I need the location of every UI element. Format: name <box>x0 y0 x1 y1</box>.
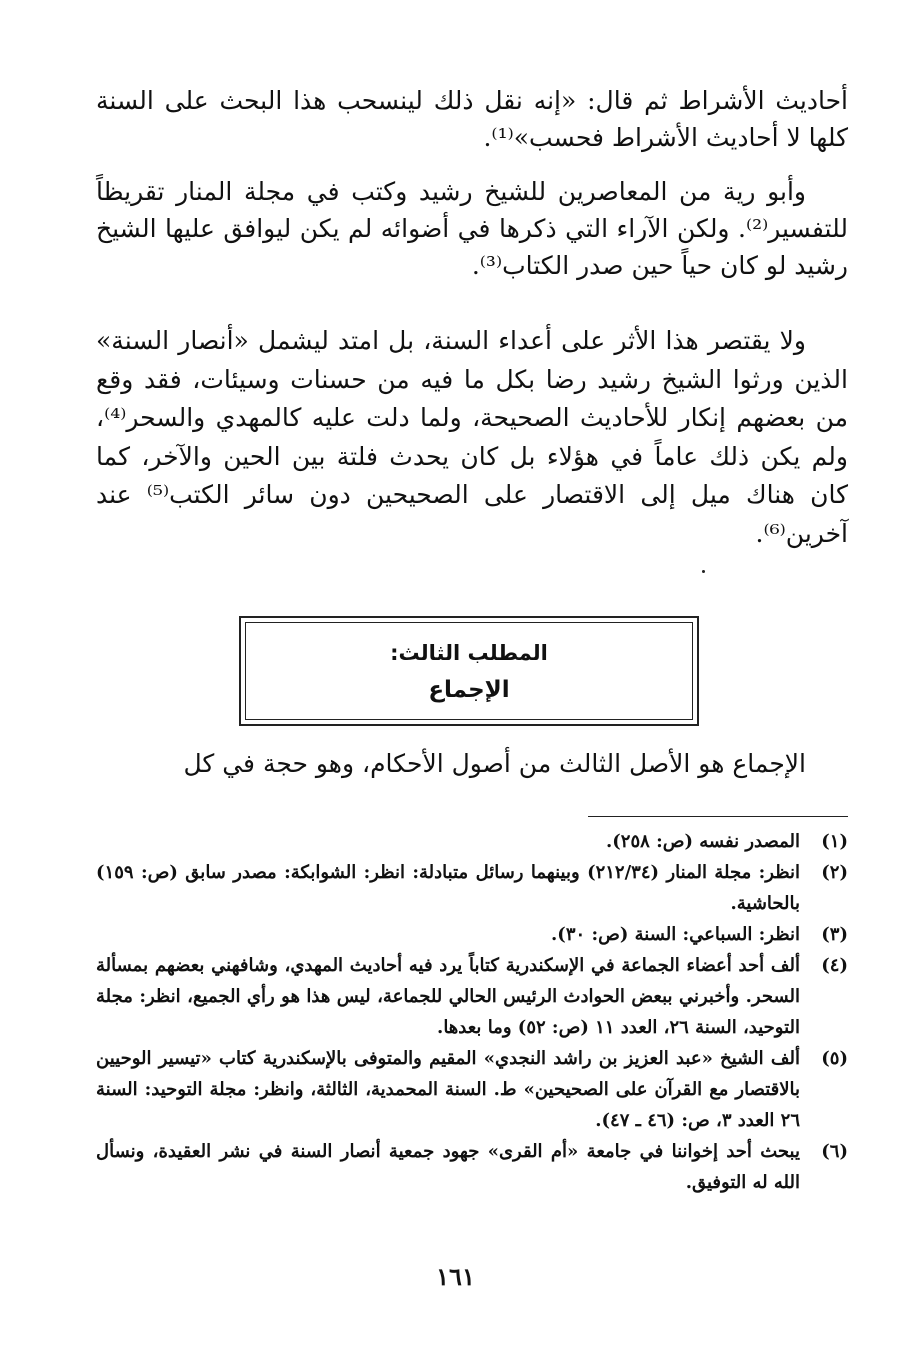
paragraph-4 <box>96 745 848 782</box>
footnote-number: (٤) <box>821 955 848 976</box>
paragraph-3-text: ولا يقتصر هذا الأثر على أعداء السنة، بل امتد ليشمل «أنصار السنة» الذين ورثوا الشيخ رشيد رضا بكل ما فيه من حسنات وسيئات، فقد وقع من بعضهم إنكار للأحاديث الصحيحة، ولما دلت عليه كالمهدي والسحر⁽⁴⁾، ولم يكن ذلك عاماً في هؤلاء بل كان يحدث فلتة بين الحين والآخر، كما كان هناك ميل إلى الاقتصار على الصحيحين دون سائر الكتب⁽⁵⁾ عند آخرين⁽⁶⁾. <box>96 326 848 548</box>
footnote-number: (٥) <box>821 1048 848 1069</box>
footnote-item <box>96 826 848 857</box>
paragraph-1 <box>96 82 848 156</box>
footnote-item <box>96 857 848 919</box>
footnote-item <box>96 1043 848 1136</box>
paragraph-1-text: أحاديث الأشراط ثم قال: «إنه نقل ذلك لينسحب هذا البحث على السنة كلها لا أحاديث الأشراط فحسب»⁽¹⁾. <box>96 86 848 152</box>
footnote-number: (٣) <box>821 924 848 945</box>
stray-dot <box>702 570 705 573</box>
paragraph-2 <box>96 173 848 284</box>
section-heading: المطلب الثالث: <box>390 641 548 665</box>
section-title: الإجماع <box>428 677 510 703</box>
paragraph-4-text: الإجماع هو الأصل الثالث من أصول الأحكام، وهو حجة في كل <box>183 749 806 778</box>
page-number: ١٦١ <box>436 1262 475 1291</box>
footnote-item <box>96 950 848 1043</box>
section-heading-inner-frame <box>245 622 693 720</box>
footnote-separator <box>588 816 848 817</box>
paragraph-2-text: وأبو رية من المعاصرين للشيخ رشيد وكتب في مجلة المنار تقريظاً للتفسير⁽²⁾. ولكن الآراء التي ذكرها في أضوائه لم يكن ليوافق عليها الشيخ رشيد لو كان حياً حين صدر الكتاب⁽³⁾. <box>96 177 848 280</box>
footnote-text: ألف أحد أعضاء الجماعة في الإسكندرية كتاباً يرد فيه أحاديث المهدي، وشافهني بعضهم بمسألة السحر. وأخبرني ببعض الحوادث الرئيس الحالي للجماعة، ليس هذا هو رأي الجميع، انظر: مجلة التوحيد، السنة ٢٦، العدد ١١ (ص: ٥٢) وما بعدها. <box>96 955 800 1038</box>
footnote-text: ألف الشيخ «عبد العزيز بن راشد النجدي» المقيم والمتوفى بالإسكندرية كتاب «تيسير الوحيين بالاقتصار مع القرآن على الصحيحين» ط. السنة المحمدية، الثالثة، وانظر: مجلة التوحيد: السنة ٢٦ العدد ٣، ص: (٤٦ ـ ٤٧). <box>96 1048 800 1131</box>
footnote-item <box>96 1136 848 1198</box>
footnotes <box>96 826 848 1198</box>
footnote-number: (٦) <box>821 1141 848 1162</box>
paragraph-3 <box>96 322 848 553</box>
footnote-number: (١) <box>821 831 848 852</box>
footnote-item <box>96 919 848 950</box>
footnote-text: المصدر نفسه (ص: ٢٥٨). <box>606 831 800 852</box>
footnote-text: يبحث أحد إخواننا في جامعة «أم القرى» جهود جمعية أنصار السنة في نشر العقيدة، ونسأل الله له التوفيق. <box>96 1141 800 1193</box>
footnote-number: (٢) <box>821 862 848 883</box>
footnote-text: انظر: السباعي: السنة (ص: ٣٠). <box>551 924 800 945</box>
section-heading-box <box>239 616 699 726</box>
footnote-text: انظر: مجلة المنار (٢١٢/٣٤) وبينهما رسائل متبادلة: انظر: الشوابكة: مصدر سابق (ص: ١٥٩) بالحاشية. <box>96 862 800 914</box>
